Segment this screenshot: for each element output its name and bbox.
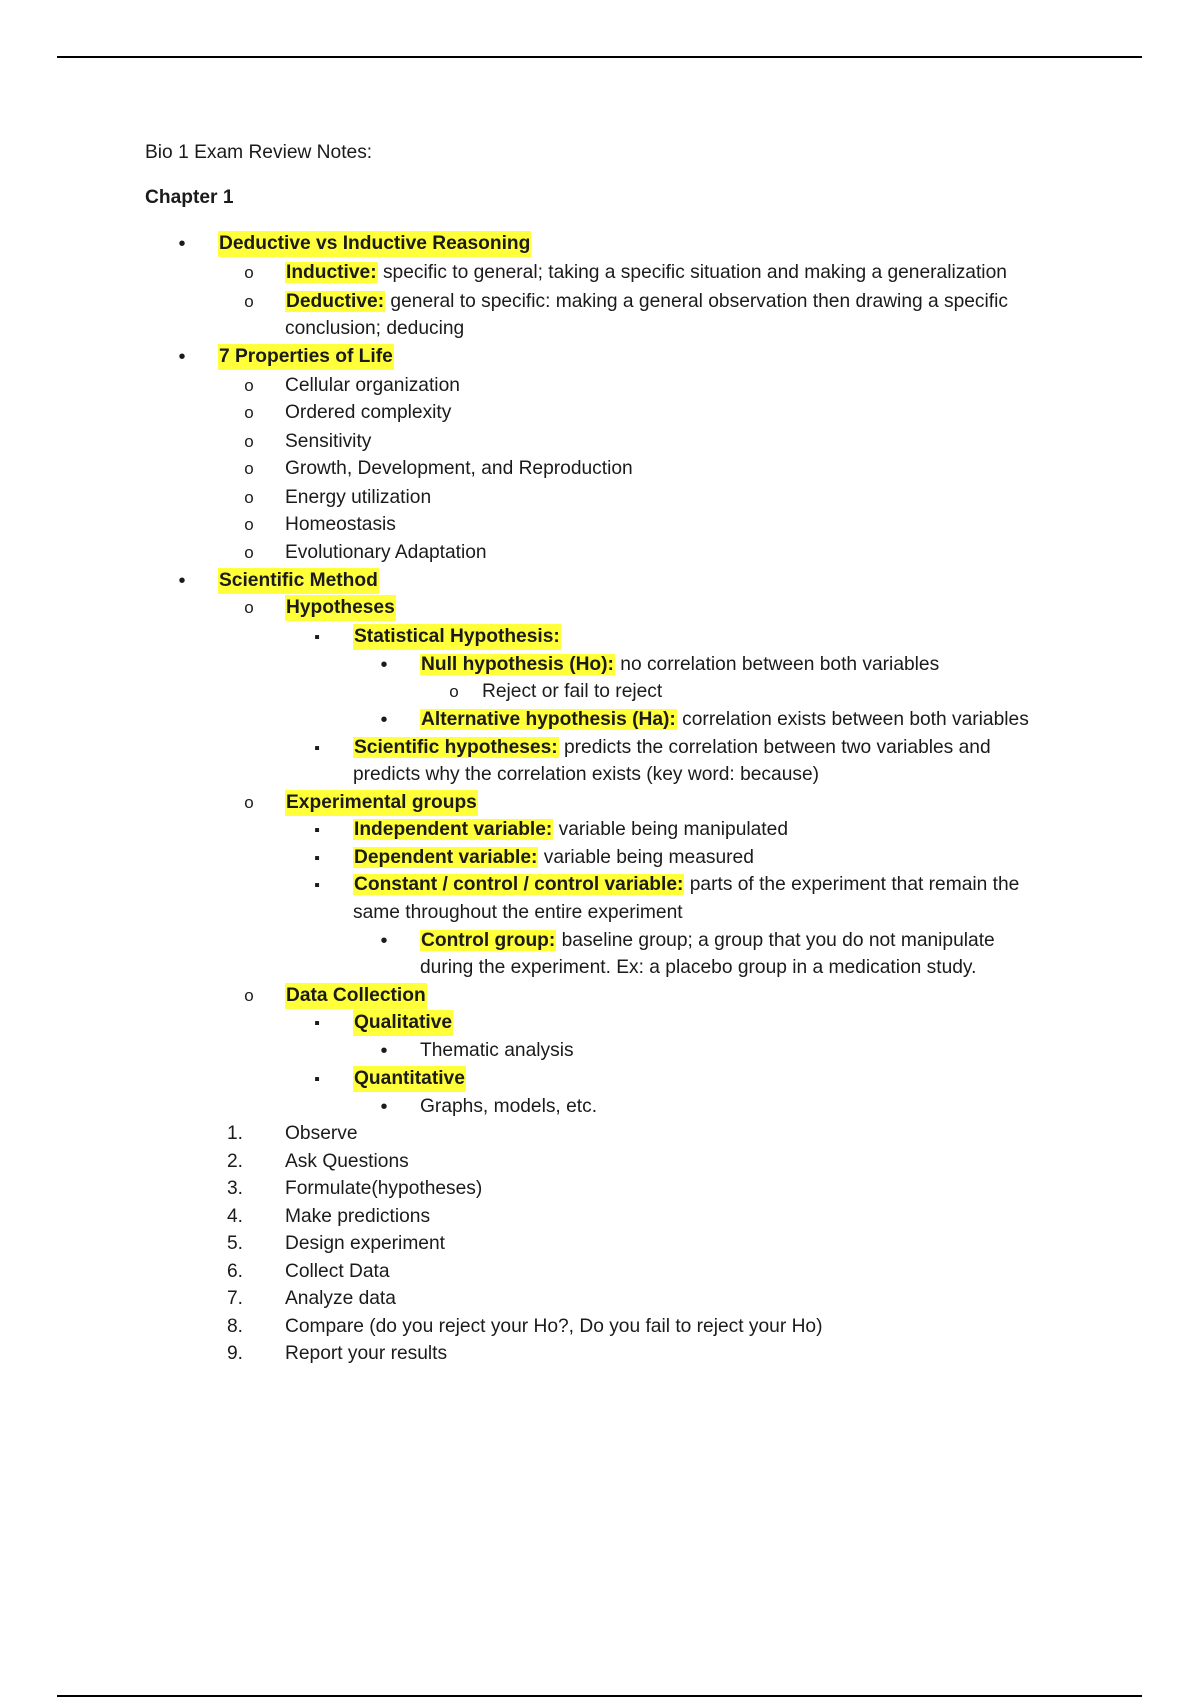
- term: Independent variable:: [354, 819, 553, 840]
- term: Control group:: [421, 930, 556, 951]
- subheading: Experimental groups: [285, 790, 478, 816]
- list-item-text: Energy utilization: [285, 487, 432, 508]
- definition: correlation exists between both variables: [676, 709, 1029, 730]
- bullet-disc-icon: [374, 707, 394, 734]
- continuation-text: conclusion; deducing: [285, 318, 465, 339]
- section-heading: Deductive vs Inductive Reasoning: [218, 231, 531, 257]
- step-number: 4.: [226, 1206, 243, 1227]
- term: Deductive:: [286, 291, 385, 312]
- section-heading: 7 Properties of Life: [218, 344, 394, 370]
- subheading: Data Collection: [285, 983, 427, 1009]
- bullet-circle-icon: [239, 540, 259, 566]
- bottom-rule: [57, 1695, 1142, 1697]
- definition: general to specific: making a general observation then drawing a specific: [385, 291, 1008, 312]
- bullet-circle-icon: [239, 512, 259, 538]
- bullet-circle-icon: [239, 485, 259, 511]
- subheading: Qualitative: [353, 1010, 453, 1036]
- bullet-circle-icon: [239, 429, 259, 455]
- step-number: 9.: [226, 1343, 243, 1364]
- list-item-text: Thematic analysis: [420, 1040, 574, 1061]
- definition: variable being measured: [538, 847, 754, 868]
- bullet-square-icon: [307, 845, 327, 872]
- step-number: 2.: [226, 1151, 243, 1172]
- step-text: Observe: [285, 1123, 358, 1144]
- chapter-heading: Chapter 1: [145, 187, 234, 208]
- bullet-disc-icon: [374, 928, 394, 955]
- term: Dependent variable:: [354, 847, 538, 868]
- step-text: Formulate(hypotheses): [285, 1178, 483, 1199]
- term: Constant / control / control variable:: [354, 874, 684, 895]
- bullet-square-icon: [307, 624, 327, 651]
- step-text: Collect Data: [285, 1261, 390, 1282]
- step-text: Make predictions: [285, 1206, 431, 1227]
- bullet-circle-icon: [239, 373, 259, 399]
- term: Inductive:: [286, 262, 377, 283]
- bullet-circle-icon: [239, 595, 259, 621]
- bullet-circle-icon: [239, 790, 259, 816]
- section-heading: Scientific Method: [218, 568, 379, 594]
- bullet-square-icon: [307, 1066, 327, 1093]
- step-number: 7.: [226, 1288, 243, 1309]
- bullet-square-icon: [307, 872, 327, 899]
- step-number: 8.: [226, 1316, 243, 1337]
- step-text: Report your results: [285, 1343, 448, 1364]
- subheading: Hypotheses: [285, 595, 396, 621]
- step-number: 5.: [226, 1233, 243, 1254]
- definition: specific to general; taking a specific situation and making a generalization: [377, 262, 1007, 283]
- step-number: 1.: [226, 1123, 243, 1144]
- step-text: Ask Questions: [285, 1151, 409, 1172]
- bullet-disc-icon: [172, 231, 192, 258]
- bullet-disc-icon: [172, 344, 192, 371]
- subheading: Quantitative: [353, 1066, 466, 1092]
- bullet-disc-icon: [374, 652, 394, 679]
- list-item-text: Ordered complexity: [285, 402, 452, 423]
- step-text: Compare (do you reject your Ho?, Do you fail to reject your Ho): [285, 1316, 823, 1337]
- subheading: Statistical Hypothesis:: [353, 624, 561, 650]
- step-text: Analyze data: [285, 1288, 396, 1309]
- bullet-circle-icon: [239, 289, 259, 315]
- bullet-disc-icon: [172, 568, 192, 595]
- bullet-circle-icon: [239, 983, 259, 1009]
- bullet-square-icon: [307, 1010, 327, 1037]
- bullet-circle-icon: [239, 260, 259, 286]
- step-number: 3.: [226, 1178, 243, 1199]
- bullet-square-icon: [307, 817, 327, 844]
- step-text: Design experiment: [285, 1233, 445, 1254]
- bullet-circle-icon: [239, 456, 259, 482]
- term: Scientific hypotheses:: [354, 737, 558, 758]
- list-item-text: Reject or fail to reject: [482, 681, 663, 702]
- definition: baseline group; a group that you do not manipulate: [556, 930, 995, 951]
- step-number: 6.: [226, 1261, 243, 1282]
- continuation-text: predicts why the correlation exists (key word: because): [353, 764, 820, 785]
- list-item-text: Homeostasis: [285, 514, 396, 535]
- list-item-text: Graphs, models, etc.: [420, 1096, 598, 1117]
- definition: predicts the correlation between two variables and: [558, 737, 991, 758]
- bullet-circle-icon: [444, 679, 464, 705]
- list-item-text: Sensitivity: [285, 431, 372, 452]
- definition: variable being manipulated: [553, 819, 788, 840]
- continuation-text: same throughout the entire experiment: [353, 902, 683, 923]
- continuation-text: during the experiment. Ex: a placebo group in a medication study.: [420, 957, 977, 978]
- list-item-text: Evolutionary Adaptation: [285, 542, 487, 563]
- bullet-square-icon: [307, 735, 327, 762]
- top-rule: [57, 56, 1142, 58]
- bullet-disc-icon: [374, 1094, 394, 1121]
- document-title: Bio 1 Exam Review Notes:: [145, 142, 373, 163]
- list-item-text: Growth, Development, and Reproduction: [285, 458, 633, 479]
- bullet-circle-icon: [239, 400, 259, 426]
- definition: no correlation between both variables: [614, 654, 940, 675]
- term: Null hypothesis (Ho):: [421, 654, 614, 675]
- definition: parts of the experiment that remain the: [684, 874, 1020, 895]
- bullet-disc-icon: [374, 1038, 394, 1065]
- list-item-text: Cellular organization: [285, 375, 460, 396]
- term: Alternative hypothesis (Ha):: [421, 709, 676, 730]
